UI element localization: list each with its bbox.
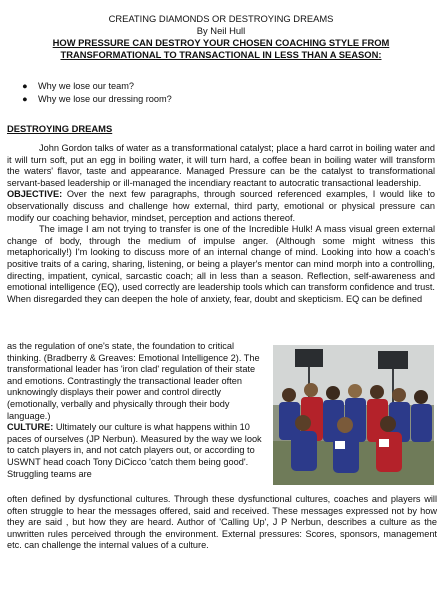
paragraph-incredible-hulk: The image I am not trying to transfer is one of the Incredible Hulk! A mass visual green external change of body, through the medium of impulse anger. (Although some might witness this metaphorically!) I'm looking to discuss more of an internal change of mind. Looking into how a coach's positive traits of a caring, sharing, listening, or being a player's mentor can mind morph into a controlling, directing, impatient, cynical, sarcastic coach; all in less than a season. Reflection, self-awareness and emotional intelligence (EQ), used correctly are leadership tools which can transform confidence and trust. When disregarded they can deepen the hole of anxiety, fear, doubt and skepticism. EQ can be defined [7,224,435,304]
body-text-full-width [7,143,435,305]
objective-text: Over the next few paragraphs, through sourced referenced examples, I would like to observationally discuss and challenge how external, third party, emotional or physical pressure can modify our coaching behavior, mindset, perception and actions thereof. [7,189,435,223]
section-heading: DESTROYING DREAMS [7,123,113,134]
article-title: CREATING DIAMONDS OR DESTROYING DREAMS [108,13,334,24]
team-huddle-photo [273,345,434,485]
culture-text: Ultimately our culture is what happens within 10 paces of ourselves (JP Nerbun). Measured by the way we look to catch players in, and not catch players out, or according to USWNT head coach Tony DiCicco 'catch them being good'. Struggling teams are [7,422,262,479]
list-item-text: Why we lose our dressing room? [38,94,172,104]
list-item-text: Why we lose our team? [38,81,134,91]
bullet-icon: ● [22,81,28,91]
objective-label: OBJECTIVE: [7,189,63,200]
list-item [22,80,422,93]
body-text-after-photo [7,494,437,552]
bullet-icon: ● [22,94,28,104]
paragraph-objective [7,189,435,224]
photo-illustration [273,345,434,485]
paragraph-eq-definition: as the regulation of one's state, the foundation to critical thinking. (Bradberry & Greaves: Emotional Intelligence 2). The transformational leader has 'iron clad' regulation of their state and emotions. Contrastingly the transactional leader often unknowingly displays their power and control directly (emotionally, verbally and physically through their body language.) [7,341,260,421]
paragraph-water-catalyst: John Gordon talks of water as a transformational catalyst; place a hard carrot in boiling water and it will turn soft, put an egg in boiling water, it will turn hard, a coffee bean in boiling water will transform the waters' flavor, taste and appearance. Managed Pressure can be the catalyst to transformational servant-based leadership or ill-managed the incendiary reactant to autocratic transactional leadership. [7,143,435,188]
paragraph-culture-continued: often defined by dysfunctional cultures. Through these dysfunctional cultures, coaches and players will often struggle to hear the messages offered, said and received. These messages expressed not by how they are said , but how they are heard. Author of 'Calling Up', J P Nerbun, describes a culture as the unwritten rules perceived through the environment. External pressures: Scores, sponsors, management etc. can challenge the internal values of a culture. [7,494,437,551]
body-text-wrapped-column [7,341,269,480]
culture-label: CULTURE: [7,422,54,433]
article-subtitle: HOW PRESSURE CAN DESTROY YOUR CHOSEN COACHING STYLE FROM TRANSFORMATIONAL TO TRANSACTIONAL IN LESS THAN A SEASON: [52,37,390,60]
question-list [22,80,422,106]
paragraph-culture [7,422,269,480]
article-author: By Neil Hull [196,25,246,36]
list-item [22,93,422,106]
